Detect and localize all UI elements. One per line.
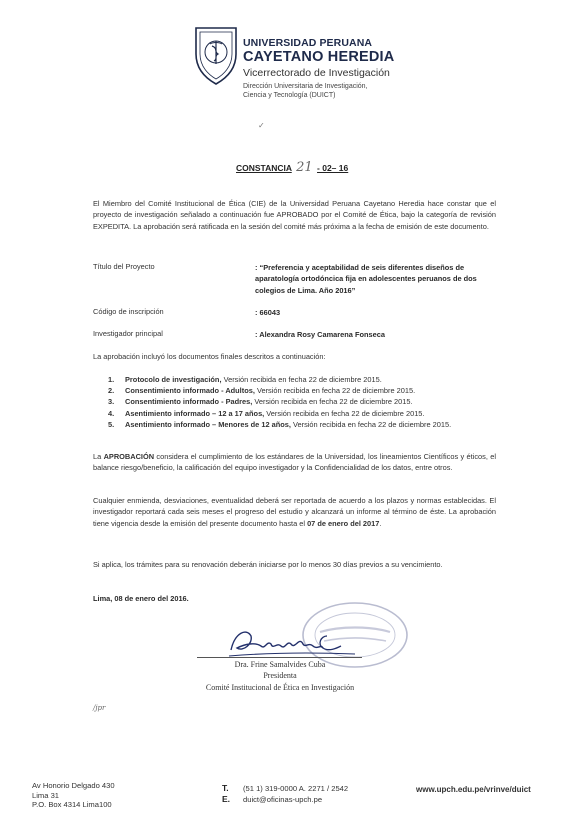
investigator-value: : Alexandra Rosy Camarena Fonseca [255, 330, 385, 339]
university-seal-icon [193, 24, 239, 86]
direccion-line1: Dirección Universitaria de Investigación, [243, 83, 368, 90]
list-number: 4. [108, 408, 115, 418]
document-detail: Versión recibida en fecha 22 de diciembre 2015. [252, 397, 413, 407]
intro-paragraph: El Miembro del Comité Institucional de Ética (CIE) de la Universidad Peruana Cayetano Heredia hace constar que el proyecto de investigación señalado a continuación fue APROBADO por el Comité de Ética, bajo la categoría de revisión EXPEDITA. La aprobación será ratificada en la sesión del comité más próxima a la fecha de emisión de este documento. [93, 199, 496, 231]
direccion-line2: Ciencia y Tecnología (DUICT) [243, 92, 336, 99]
typist-initials: /jpr [93, 704, 106, 712]
pen-mark: ✓ [258, 121, 265, 130]
renewal-paragraph: Si aplica, los trámites para su renovación deberán iniciarse por lo menos 30 días previos a su vencimiento. [93, 560, 443, 569]
list-number: 1. [108, 375, 115, 384]
website-link[interactable]: www.upch.edu.pe/vrinve/duict [416, 785, 531, 794]
list-item [108, 396, 500, 407]
document-name: Consentimiento informado - Adultos, [125, 386, 255, 396]
document-title [236, 160, 348, 175]
project-title-label: Título del Proyecto [93, 262, 155, 271]
footer-address [32, 781, 115, 810]
approval-keyword: APROBACIÓN [103, 452, 155, 461]
vicerrectorado-label: Vicerrectorado de Investigación [243, 67, 390, 79]
signature-line [197, 657, 362, 658]
document-name: Asentimiento informado – 12 a 17 años, [125, 408, 265, 418]
university-name-line1: UNIVERSIDAD PERUANA [243, 37, 373, 49]
title-suffix: - 02– 16 [317, 163, 349, 173]
document-name: Asentimiento informado – Menores de 12 años, [125, 419, 291, 429]
handwritten-number: 21 [296, 160, 313, 175]
code-value: : 66043 [255, 308, 281, 317]
email-label: E. [222, 794, 231, 804]
university-name-line2: CAYETANO HEREDIA [243, 49, 395, 65]
validity-date: 07 de enero del 2017 [307, 518, 380, 528]
list-item [108, 374, 500, 385]
footer-contact-values [243, 783, 348, 805]
email-link[interactable]: duict@oficinas-upch.pe [243, 795, 323, 804]
phone-value: (51 1) 319-0000 A. 2271 / 2542 [243, 784, 349, 793]
list-item [108, 419, 500, 430]
amendments-paragraph [93, 495, 496, 529]
document-name: Protocolo de investigación, [125, 375, 222, 384]
address-line3: P.O. Box 4314 Lima100 [32, 800, 112, 810]
list-number: 2. [108, 386, 115, 396]
document-detail: Versión recibida en fecha 22 de diciembre 2015. [221, 375, 382, 384]
document-detail: Versión recibida en fecha 22 de diciembre 2015. [254, 386, 416, 396]
documents-list [108, 374, 500, 430]
project-title-value: : “Preferencia y aceptabilidad de seis diferentes diseños de aparatología ortodóncica fija en adolescentes peruanos de dos colegios de Lima. Año 2016” [255, 263, 477, 295]
list-item [108, 408, 500, 419]
code-label: Código de inscripción [93, 307, 164, 316]
document-name: Consentimiento informado - Padres, [125, 397, 253, 407]
document-detail: Versión recibida en fecha 22 de diciembre 2015. [290, 419, 452, 429]
approval-rest: considera el cumplimiento de los estándares de la Universidad, los lineamientos Científicos y éticos, el balance riesgo/beneficio, la calificación del equipo investigador y la Confidencialidad de los datos, entre otros. [93, 452, 496, 473]
approval-paragraph [93, 451, 496, 474]
footer-contact-labels [222, 783, 230, 805]
approval-prefix: La [93, 452, 104, 461]
list-number: 3. [108, 397, 115, 407]
documents-intro: La aprobación incluyó los documentos finales descritos a continuación: [93, 352, 326, 361]
title-prefix: CONSTANCIA [236, 163, 292, 173]
signatory-name: Dra. Frine Samalvides Cuba [234, 660, 326, 669]
address-line2: Lima 31 [32, 790, 60, 800]
list-item [108, 385, 500, 396]
document-detail: Versión recibida en fecha 22 de diciembre 2015. [264, 408, 425, 418]
phone-label: T. [222, 783, 229, 793]
amendments-end: . [379, 518, 382, 528]
signatory-role: Presidenta [263, 671, 297, 680]
issue-date: Lima, 08 de enero del 2016. [93, 594, 189, 603]
committee-name: Comité Institucional de Ética en Investigación [205, 683, 355, 692]
amendments-text: Cualquier enmienda, desviaciones, eventualidad deberá ser reportada de acuerdo a los plazos y normas establecidas. El investigador reportará cada seis meses el progreso del estudio y alcanzará un informe al término de éste. La aprobación tiene vigencia desde la emisión del presente documento hasta el [93, 496, 496, 528]
investigator-label: Investigador principal [93, 329, 163, 338]
list-number: 5. [108, 419, 115, 429]
address-line1: Av Honorio Delgado 430 [32, 781, 115, 790]
